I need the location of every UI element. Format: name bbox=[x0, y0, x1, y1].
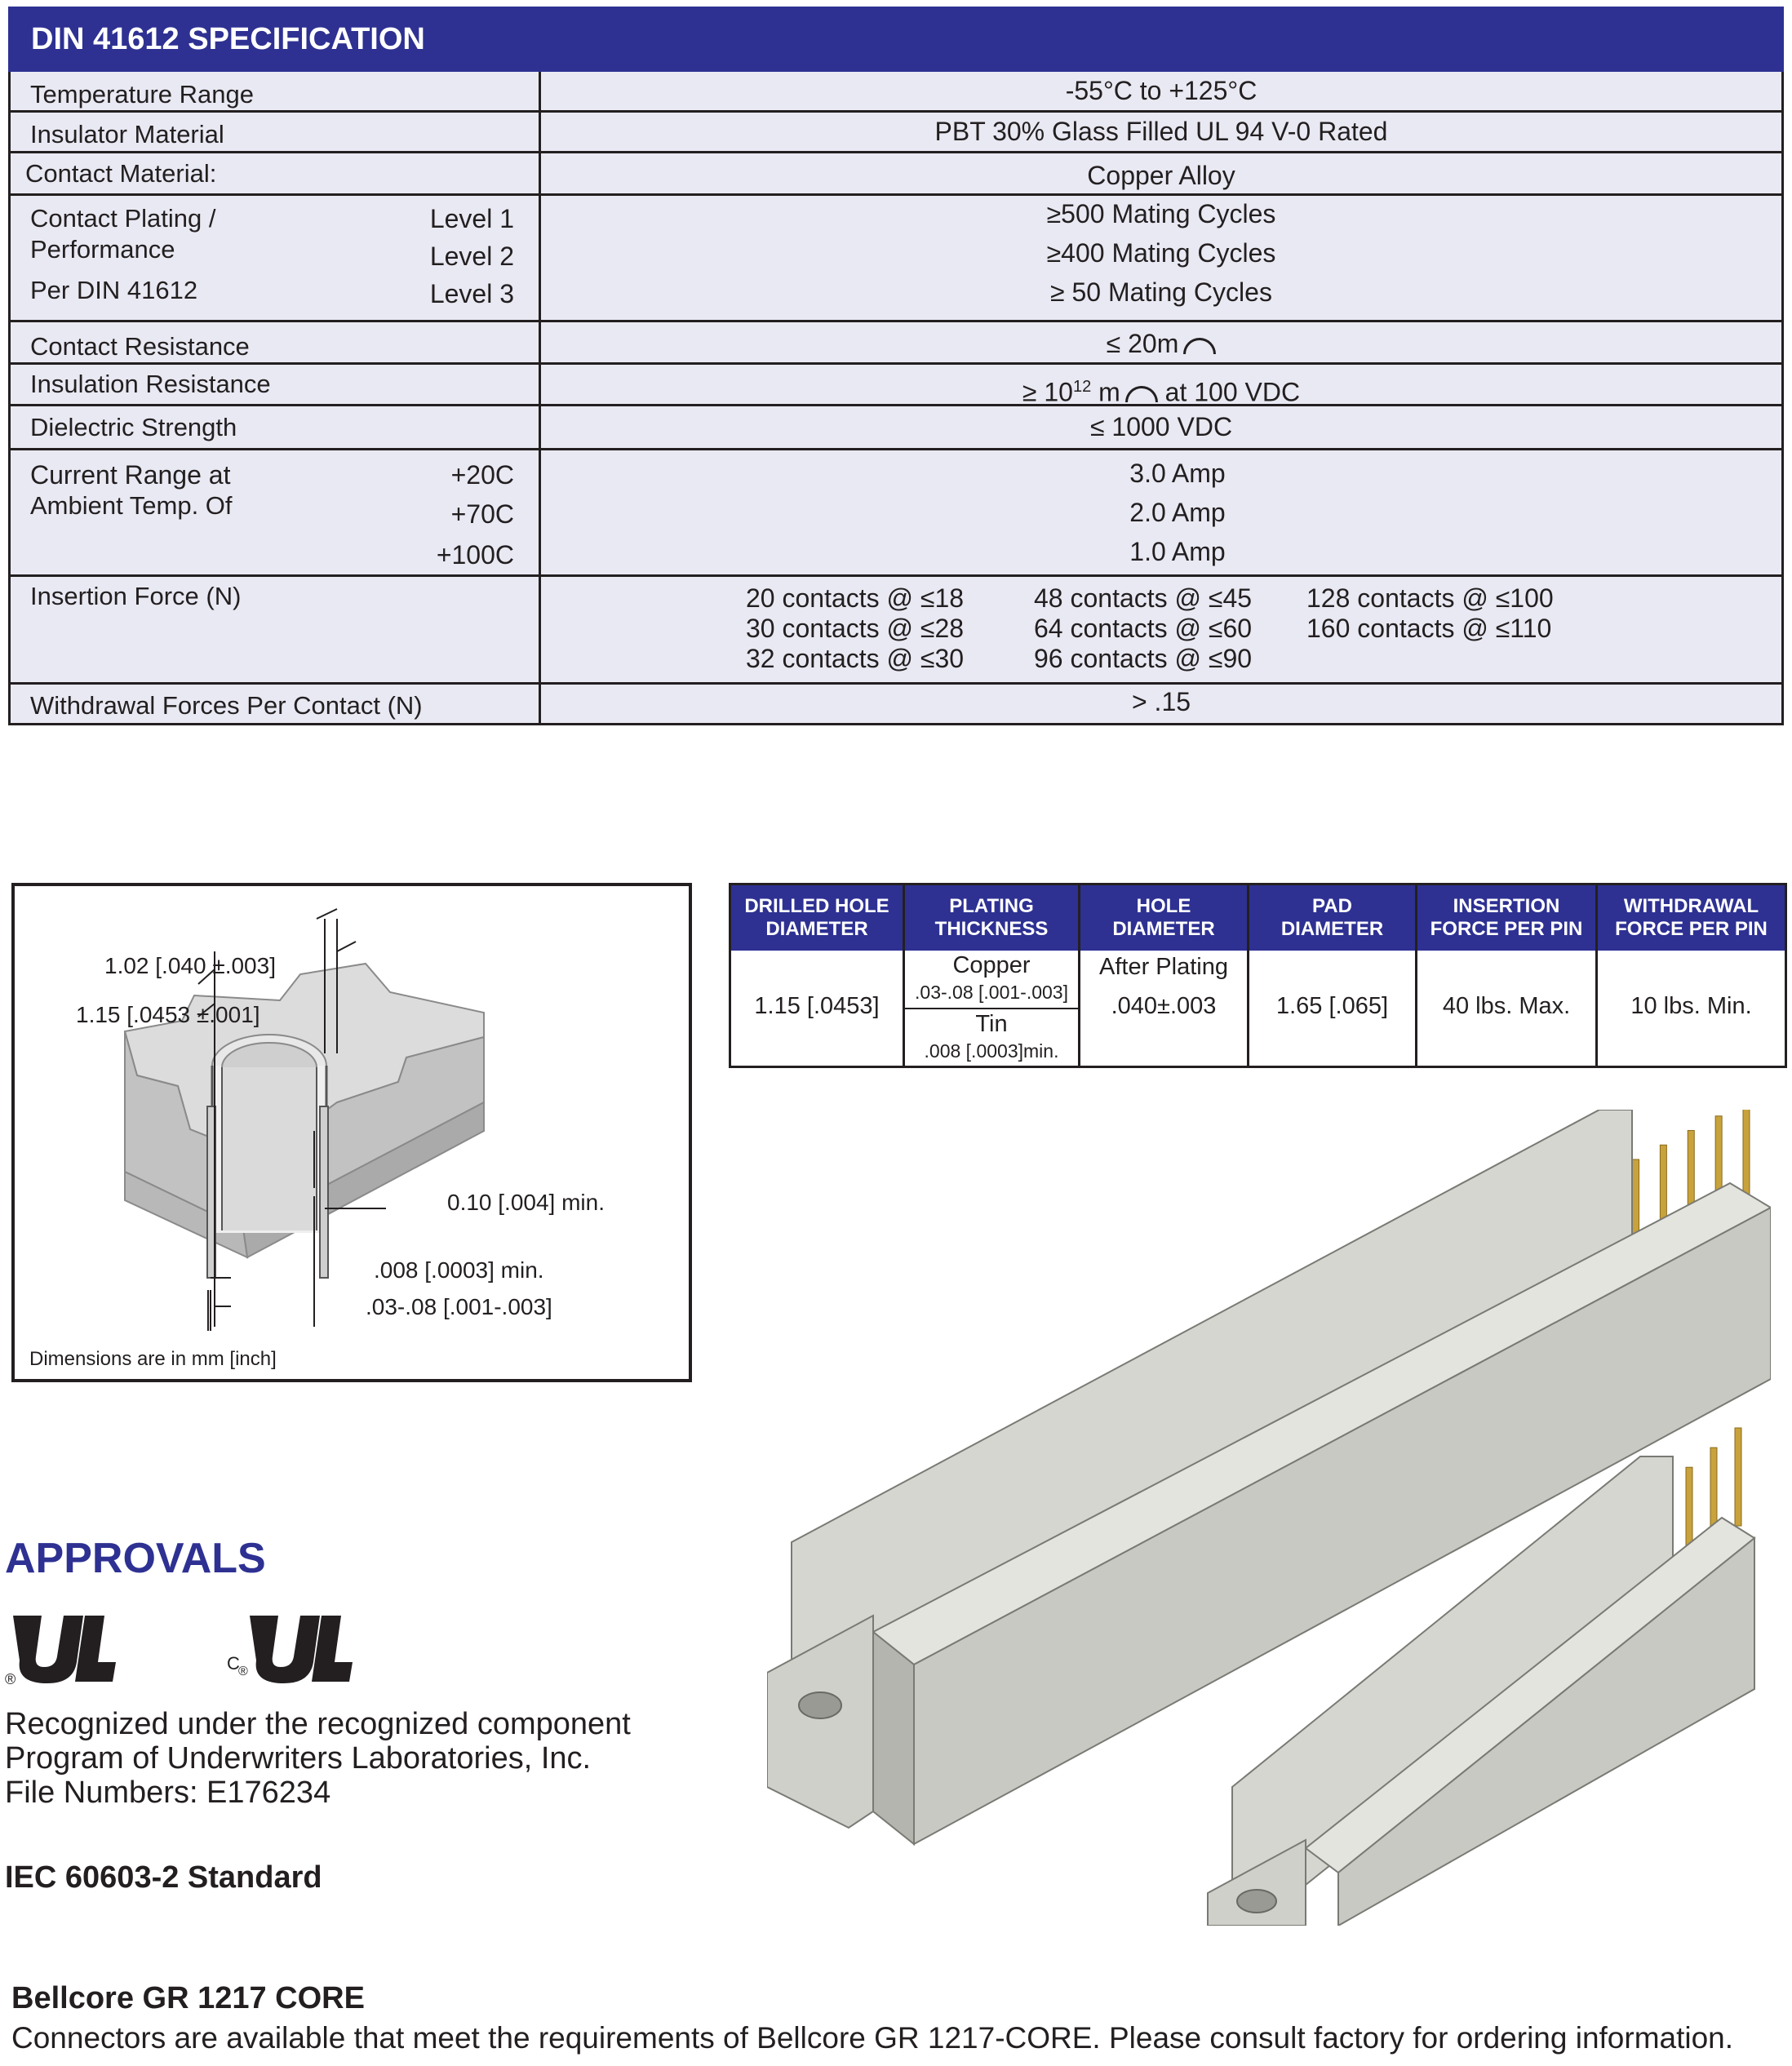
recognition-line: Recognized under the recognized component bbox=[5, 1707, 631, 1741]
plating-values bbox=[541, 196, 1781, 320]
plated-hole-diagram bbox=[11, 883, 692, 1382]
header-line: HOLE bbox=[1136, 895, 1191, 917]
after-plating-label: After Plating bbox=[1099, 954, 1228, 980]
insertion-col-2 bbox=[1034, 583, 1252, 674]
spec-row-contact-resistance bbox=[8, 322, 1784, 365]
insertion-item: 64 contacts @ ≤60 bbox=[1034, 614, 1253, 643]
ohm-icon bbox=[1183, 338, 1216, 354]
insertion-item: 128 contacts @ ≤100 bbox=[1306, 583, 1554, 613]
insertion-col-3 bbox=[1306, 583, 1554, 644]
cycles-level-3: ≥ 50 Mating Cycles bbox=[1050, 277, 1272, 307]
connector-pin bbox=[1743, 1110, 1750, 1199]
insulation-prefix: ≥ 10 bbox=[1022, 377, 1073, 407]
header-hole-diameter bbox=[1080, 885, 1247, 951]
insertion-item: 96 contacts @ ≤90 bbox=[1034, 644, 1253, 673]
insertion-item: 32 contacts @ ≤30 bbox=[746, 644, 965, 673]
cycles-level-2: ≥400 Mating Cycles bbox=[1046, 238, 1276, 268]
insertion-item: 30 contacts @ ≤28 bbox=[746, 614, 965, 643]
dimensions-note: Dimensions are in mm [inch] bbox=[29, 1348, 277, 1370]
pad-diameter-value: 1.65 [.065] bbox=[1275, 993, 1389, 1019]
header-line: WITHDRAWAL bbox=[1623, 895, 1759, 917]
current-label bbox=[11, 450, 541, 574]
contact-resistance-value bbox=[541, 322, 1781, 362]
ul-logo bbox=[5, 1612, 119, 1689]
dim-drilled-diameter: 1.15 [.0453 ±.001] bbox=[76, 1002, 260, 1027]
dim-hole-diameter: 1.02 [.040 ±.003] bbox=[104, 953, 276, 978]
insulation-exponent: 12 bbox=[1072, 378, 1092, 396]
approvals-section bbox=[5, 1534, 707, 1895]
insertion-item: 160 contacts @ ≤110 bbox=[1306, 614, 1552, 643]
current-label-line2: Ambient Temp. Of bbox=[30, 491, 233, 520]
header-line: DIAMETER bbox=[765, 918, 868, 940]
plating-label-line2: Performance bbox=[30, 235, 175, 264]
insertion-force-value: 40 lbs. Max. bbox=[1442, 993, 1571, 1019]
column-divider bbox=[1595, 885, 1598, 1066]
amp-2: 2.0 Amp bbox=[1129, 498, 1226, 527]
insertion-label: Insertion Force (N) bbox=[30, 582, 242, 610]
header-plating-thickness bbox=[905, 885, 1078, 951]
withdrawal-label: Withdrawal Forces Per Contact (N) bbox=[11, 685, 541, 723]
header-line: THICKNESS bbox=[934, 918, 1049, 940]
spec-row-dielectric bbox=[8, 406, 1784, 450]
recognition-text bbox=[5, 1707, 631, 1810]
header-line: DIAMETER bbox=[1280, 918, 1384, 940]
recognition-line: File Numbers: E176234 bbox=[5, 1776, 331, 1810]
header-drilled-hole bbox=[731, 885, 903, 951]
level-2: Level 2 bbox=[429, 242, 514, 271]
cycles-level-1: ≥500 Mating Cycles bbox=[1046, 199, 1276, 228]
withdrawal-force-value: 10 lbs. Min. bbox=[1630, 993, 1752, 1019]
pad-table bbox=[729, 883, 1787, 1068]
spec-row-insulator bbox=[8, 113, 1784, 153]
amp-1: 3.0 Amp bbox=[1129, 459, 1226, 488]
level-3: Level 3 bbox=[429, 279, 514, 308]
small-mount-hole bbox=[1237, 1890, 1276, 1913]
insulator-label: Insulator Material bbox=[11, 113, 541, 151]
insulation-suffix: at 100 VDC bbox=[1164, 377, 1301, 407]
iec-standard: IEC 60603-2 Standard bbox=[5, 1860, 322, 1895]
dielectric-label: Dielectric Strength bbox=[11, 406, 541, 448]
connector-pin bbox=[1735, 1428, 1741, 1526]
insertion-values bbox=[541, 577, 1781, 682]
spec-row-withdrawal bbox=[8, 685, 1784, 725]
plating-label-line1: Contact Plating / bbox=[30, 204, 216, 233]
insertion-col-1 bbox=[746, 583, 964, 674]
header-pad-diameter bbox=[1249, 885, 1415, 951]
insulator-value: PBT 30% Glass Filled UL 94 V-0 Rated bbox=[934, 117, 1388, 146]
recognition-line: Program of Underwriters Laboratories, Inc. bbox=[5, 1741, 592, 1776]
insulation-resistance-value bbox=[541, 365, 1781, 407]
drilled-hole-value: 1.15 [.0453] bbox=[754, 993, 880, 1019]
hole-diameter-value: .040±.003 bbox=[1111, 993, 1217, 1019]
dim-copper-thickness: .03-.08 [.001-.003] bbox=[366, 1294, 552, 1319]
level-1: Level 1 bbox=[429, 204, 514, 233]
plating-label-line3: Per DIN 41612 bbox=[30, 276, 198, 304]
header-line: PAD bbox=[1312, 895, 1352, 917]
c-mark: C bbox=[227, 1653, 240, 1674]
header-line: INSERTION bbox=[1453, 895, 1560, 917]
header-insertion-force bbox=[1417, 885, 1595, 951]
temperature-label: Temperature Range bbox=[11, 72, 541, 110]
spec-row-temperature bbox=[8, 72, 1784, 113]
column-divider bbox=[1247, 885, 1249, 1066]
large-mount-flange bbox=[767, 1616, 873, 1828]
insertion-item: 48 contacts @ ≤45 bbox=[1034, 583, 1253, 613]
spec-row-insulation-resistance bbox=[8, 365, 1784, 406]
contact-material-label: Contact Material: bbox=[11, 153, 541, 193]
contact-resistance-text: ≤ 20m bbox=[1106, 329, 1179, 358]
bellcore-title: Bellcore GR 1217 CORE bbox=[11, 1981, 365, 2015]
registered-mark: ® bbox=[5, 1671, 16, 1687]
temp-70c: +70C bbox=[450, 499, 514, 529]
bellcore-section bbox=[11, 1981, 1733, 2055]
contact-resistance-label: Contact Resistance bbox=[11, 322, 541, 362]
c-registered-mark: ® bbox=[238, 1665, 248, 1678]
column-divider bbox=[1415, 885, 1417, 1066]
bellcore-text: Connectors are available that meet the requirements of Bellcore GR 1217-CORE. Please consult factory for ordering information. bbox=[11, 2021, 1734, 2055]
large-mount-hole bbox=[799, 1692, 841, 1718]
insertion-label-cell bbox=[11, 577, 541, 682]
insulation-resistance-label: Insulation Resistance bbox=[11, 365, 541, 404]
header-line: FORCE PER PIN bbox=[1430, 918, 1583, 940]
header-line: FORCE PER PIN bbox=[1615, 918, 1768, 940]
connector-illustration bbox=[767, 1110, 1771, 1926]
approvals-title: APPROVALS bbox=[5, 1535, 266, 1582]
insertion-item: 20 contacts @ ≤18 bbox=[746, 583, 965, 613]
current-values bbox=[541, 450, 1781, 574]
spec-row-plating bbox=[8, 196, 1784, 322]
dim-tin-thickness: .008 [.0003] min. bbox=[374, 1257, 544, 1283]
temperature-value: -55°C to +125°C bbox=[1065, 76, 1258, 105]
spec-row-insertion bbox=[8, 577, 1784, 685]
tin-range: .008 [.0003]min. bbox=[924, 1040, 1059, 1062]
large-end-face bbox=[873, 1632, 914, 1844]
current-label-line1: Current Range at bbox=[30, 460, 231, 490]
header-line: PLATING bbox=[949, 895, 1034, 917]
temp-20c: +20C bbox=[450, 460, 514, 490]
withdrawal-value: > .15 bbox=[1131, 687, 1191, 716]
spec-row-current bbox=[8, 450, 1784, 577]
spec-row-contact-material bbox=[8, 153, 1784, 196]
spec-title: DIN 41612 SPECIFICATION bbox=[8, 7, 1784, 72]
header-withdrawal-force bbox=[1598, 885, 1785, 951]
copper-label: Copper bbox=[952, 952, 1031, 978]
copper-range: .03-.08 [.001-.003] bbox=[915, 982, 1068, 1003]
header-line: DIAMETER bbox=[1112, 918, 1215, 940]
insulation-m: m bbox=[1098, 377, 1120, 407]
ul-mark-icon bbox=[5, 1612, 119, 1685]
dielectric-value: ≤ 1000 VDC bbox=[1089, 412, 1233, 441]
temp-100c: +100C bbox=[436, 540, 514, 570]
dim-min-thickness: 0.10 [.004] min. bbox=[447, 1190, 605, 1215]
ohm-icon bbox=[1125, 386, 1158, 402]
contact-material-value: Copper Alloy bbox=[1087, 161, 1235, 190]
amp-3: 1.0 Amp bbox=[1129, 537, 1226, 566]
header-line: DRILLED HOLE bbox=[744, 895, 889, 917]
tin-label: Tin bbox=[975, 1011, 1008, 1037]
plating-divider bbox=[905, 1008, 1078, 1009]
spec-table bbox=[8, 7, 1784, 725]
plating-label bbox=[11, 196, 541, 320]
